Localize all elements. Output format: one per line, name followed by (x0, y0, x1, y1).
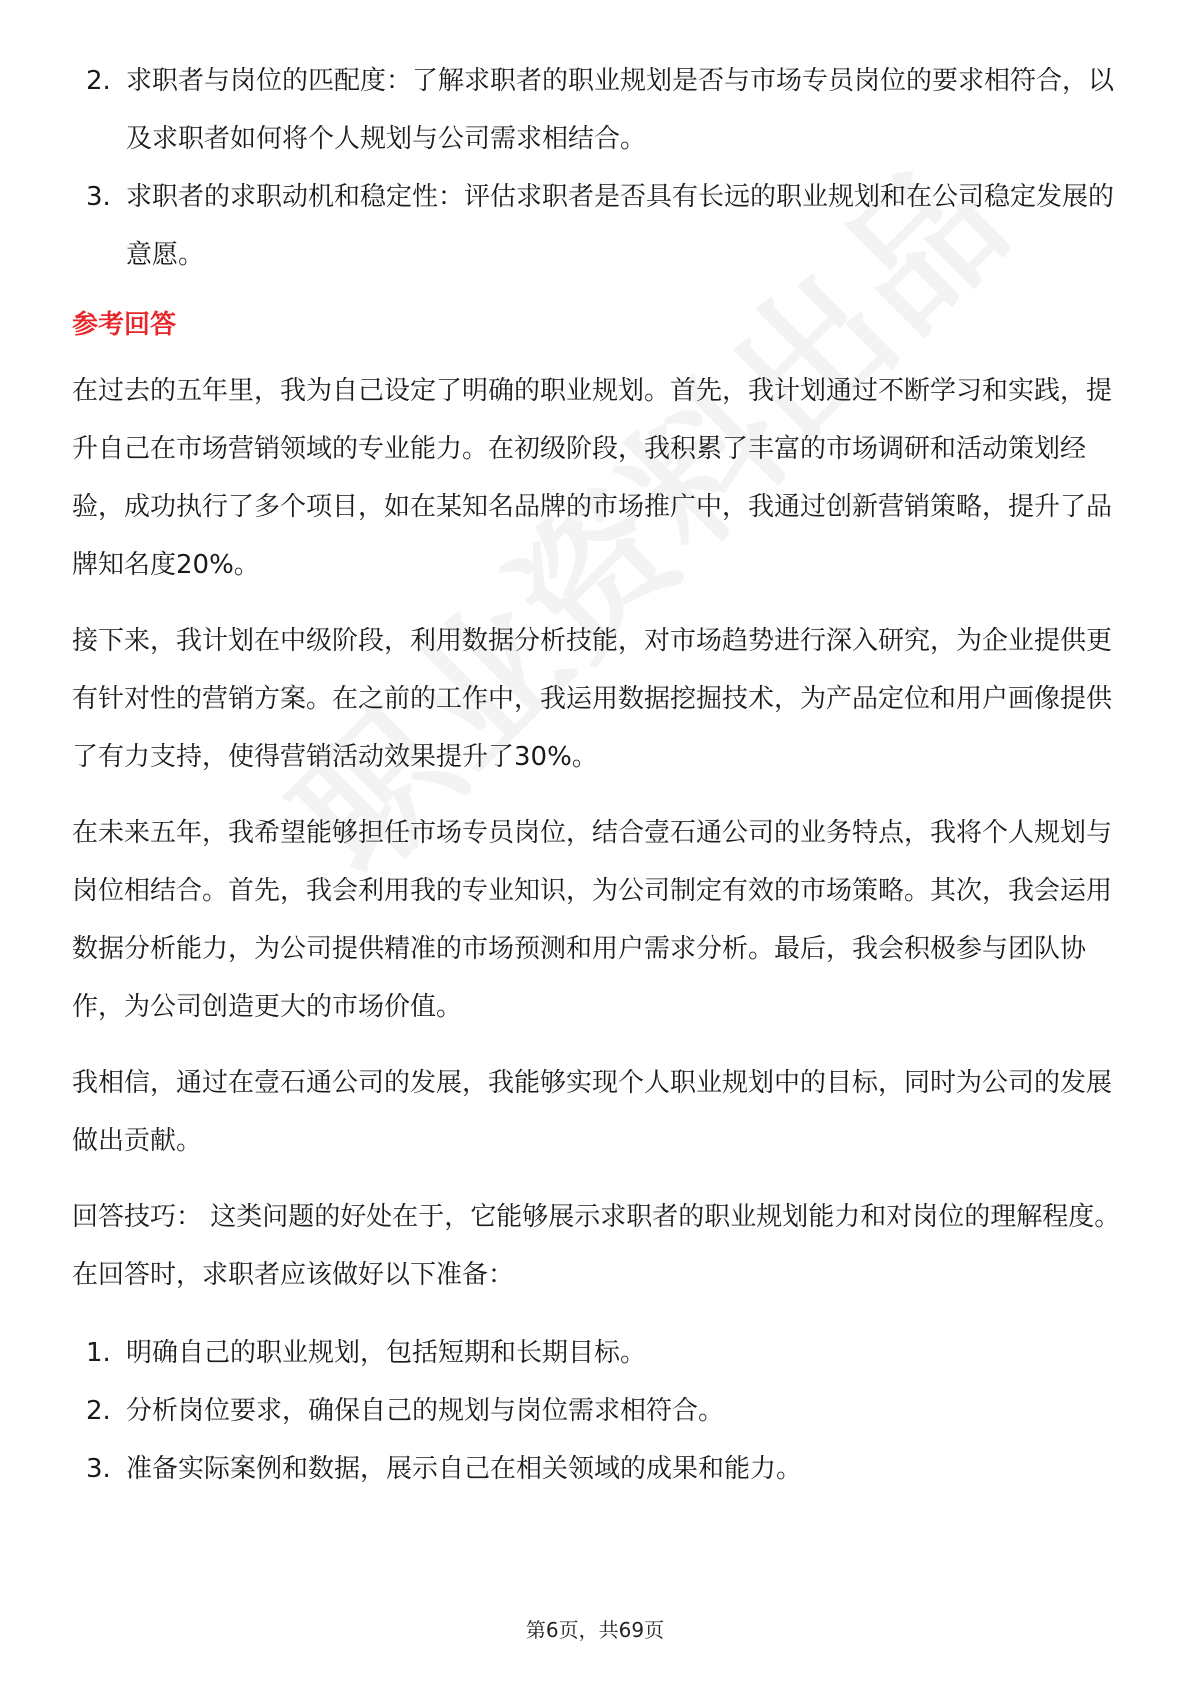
paragraph: 在过去的五年里，我为自己设定了明确的职业规划。首先，我计划通过不断学习和实践，提升自己在市场营销领域的专业能力。在初级阶段，我积累了丰富的市场调研和活动策划经验，成功执行了多个项目，如在某知名品牌的市场推广中，我通过创新营销策略，提升了品牌知名度20%。 (72, 376, 1113, 580)
list-item-number: 1. (86, 1338, 111, 1368)
criteria-list (72, 52, 1122, 284)
list-item-number: 3. (86, 1454, 111, 1484)
paragraph: 我相信，通过在壹石通公司的发展，我能够实现个人职业规划中的目标，同时为公司的发展做出贡献。 (72, 1068, 1113, 1156)
list-item (72, 1440, 1122, 1498)
page-number: 第6页，共69页 (525, 1618, 665, 1642)
list-item-text: 分析岗位要求，确保自己的规划与岗位需求相符合。 (126, 1396, 725, 1426)
tips-intro: 回答技巧： 这类问题的好处在于，它能够展示求职者的职业规划能力和对岗位的理解程度。在回答时，求职者应该做好以下准备： (72, 1202, 1121, 1290)
tips-list (72, 1324, 1122, 1498)
paragraph: 接下来，我计划在中级阶段，利用数据分析技能，对市场趋势进行深入研究，为企业提供更有针对性的营销方案。在之前的工作中，我运用数据挖掘技术，为产品定位和用户画像提供了有力支持，使得营销活动效果提升了30%。 (72, 626, 1113, 772)
list-item-text: 准备实际案例和数据，展示自己在相关领域的成果和能力。 (126, 1454, 803, 1484)
list-item (72, 52, 1122, 168)
list-item (72, 1382, 1122, 1440)
page-content (72, 52, 1122, 1498)
list-item (72, 1324, 1122, 1382)
section-heading: 参考回答 (72, 310, 177, 340)
list-item-number: 2. (86, 1396, 111, 1426)
list-item-text: 明确自己的职业规划，包括短期和长期目标。 (126, 1338, 647, 1368)
list-item-text: 求职者与岗位的匹配度：了解求职者的职业规划是否与市场专员岗位的要求相符合，以及求职者如何将个人规划与公司需求相结合。 (126, 66, 1115, 154)
list-item-number: 3. (86, 182, 111, 212)
paragraph: 在未来五年，我希望能够担任市场专员岗位，结合壹石通公司的业务特点，我将个人规划与岗位相结合。首先，我会利用我的专业知识，为公司制定有效的市场策略。其次，我会运用数据分析能力，为公司提供精准的市场预测和用户需求分析。最后，我会积极参与团队协作，为公司创造更大的市场价值。 (72, 818, 1113, 1022)
list-item-number: 2. (86, 66, 111, 96)
list-item-text: 求职者的求职动机和稳定性：评估求职者是否具有长远的职业规划和在公司稳定发展的意愿。 (126, 182, 1115, 270)
list-item (72, 168, 1122, 284)
